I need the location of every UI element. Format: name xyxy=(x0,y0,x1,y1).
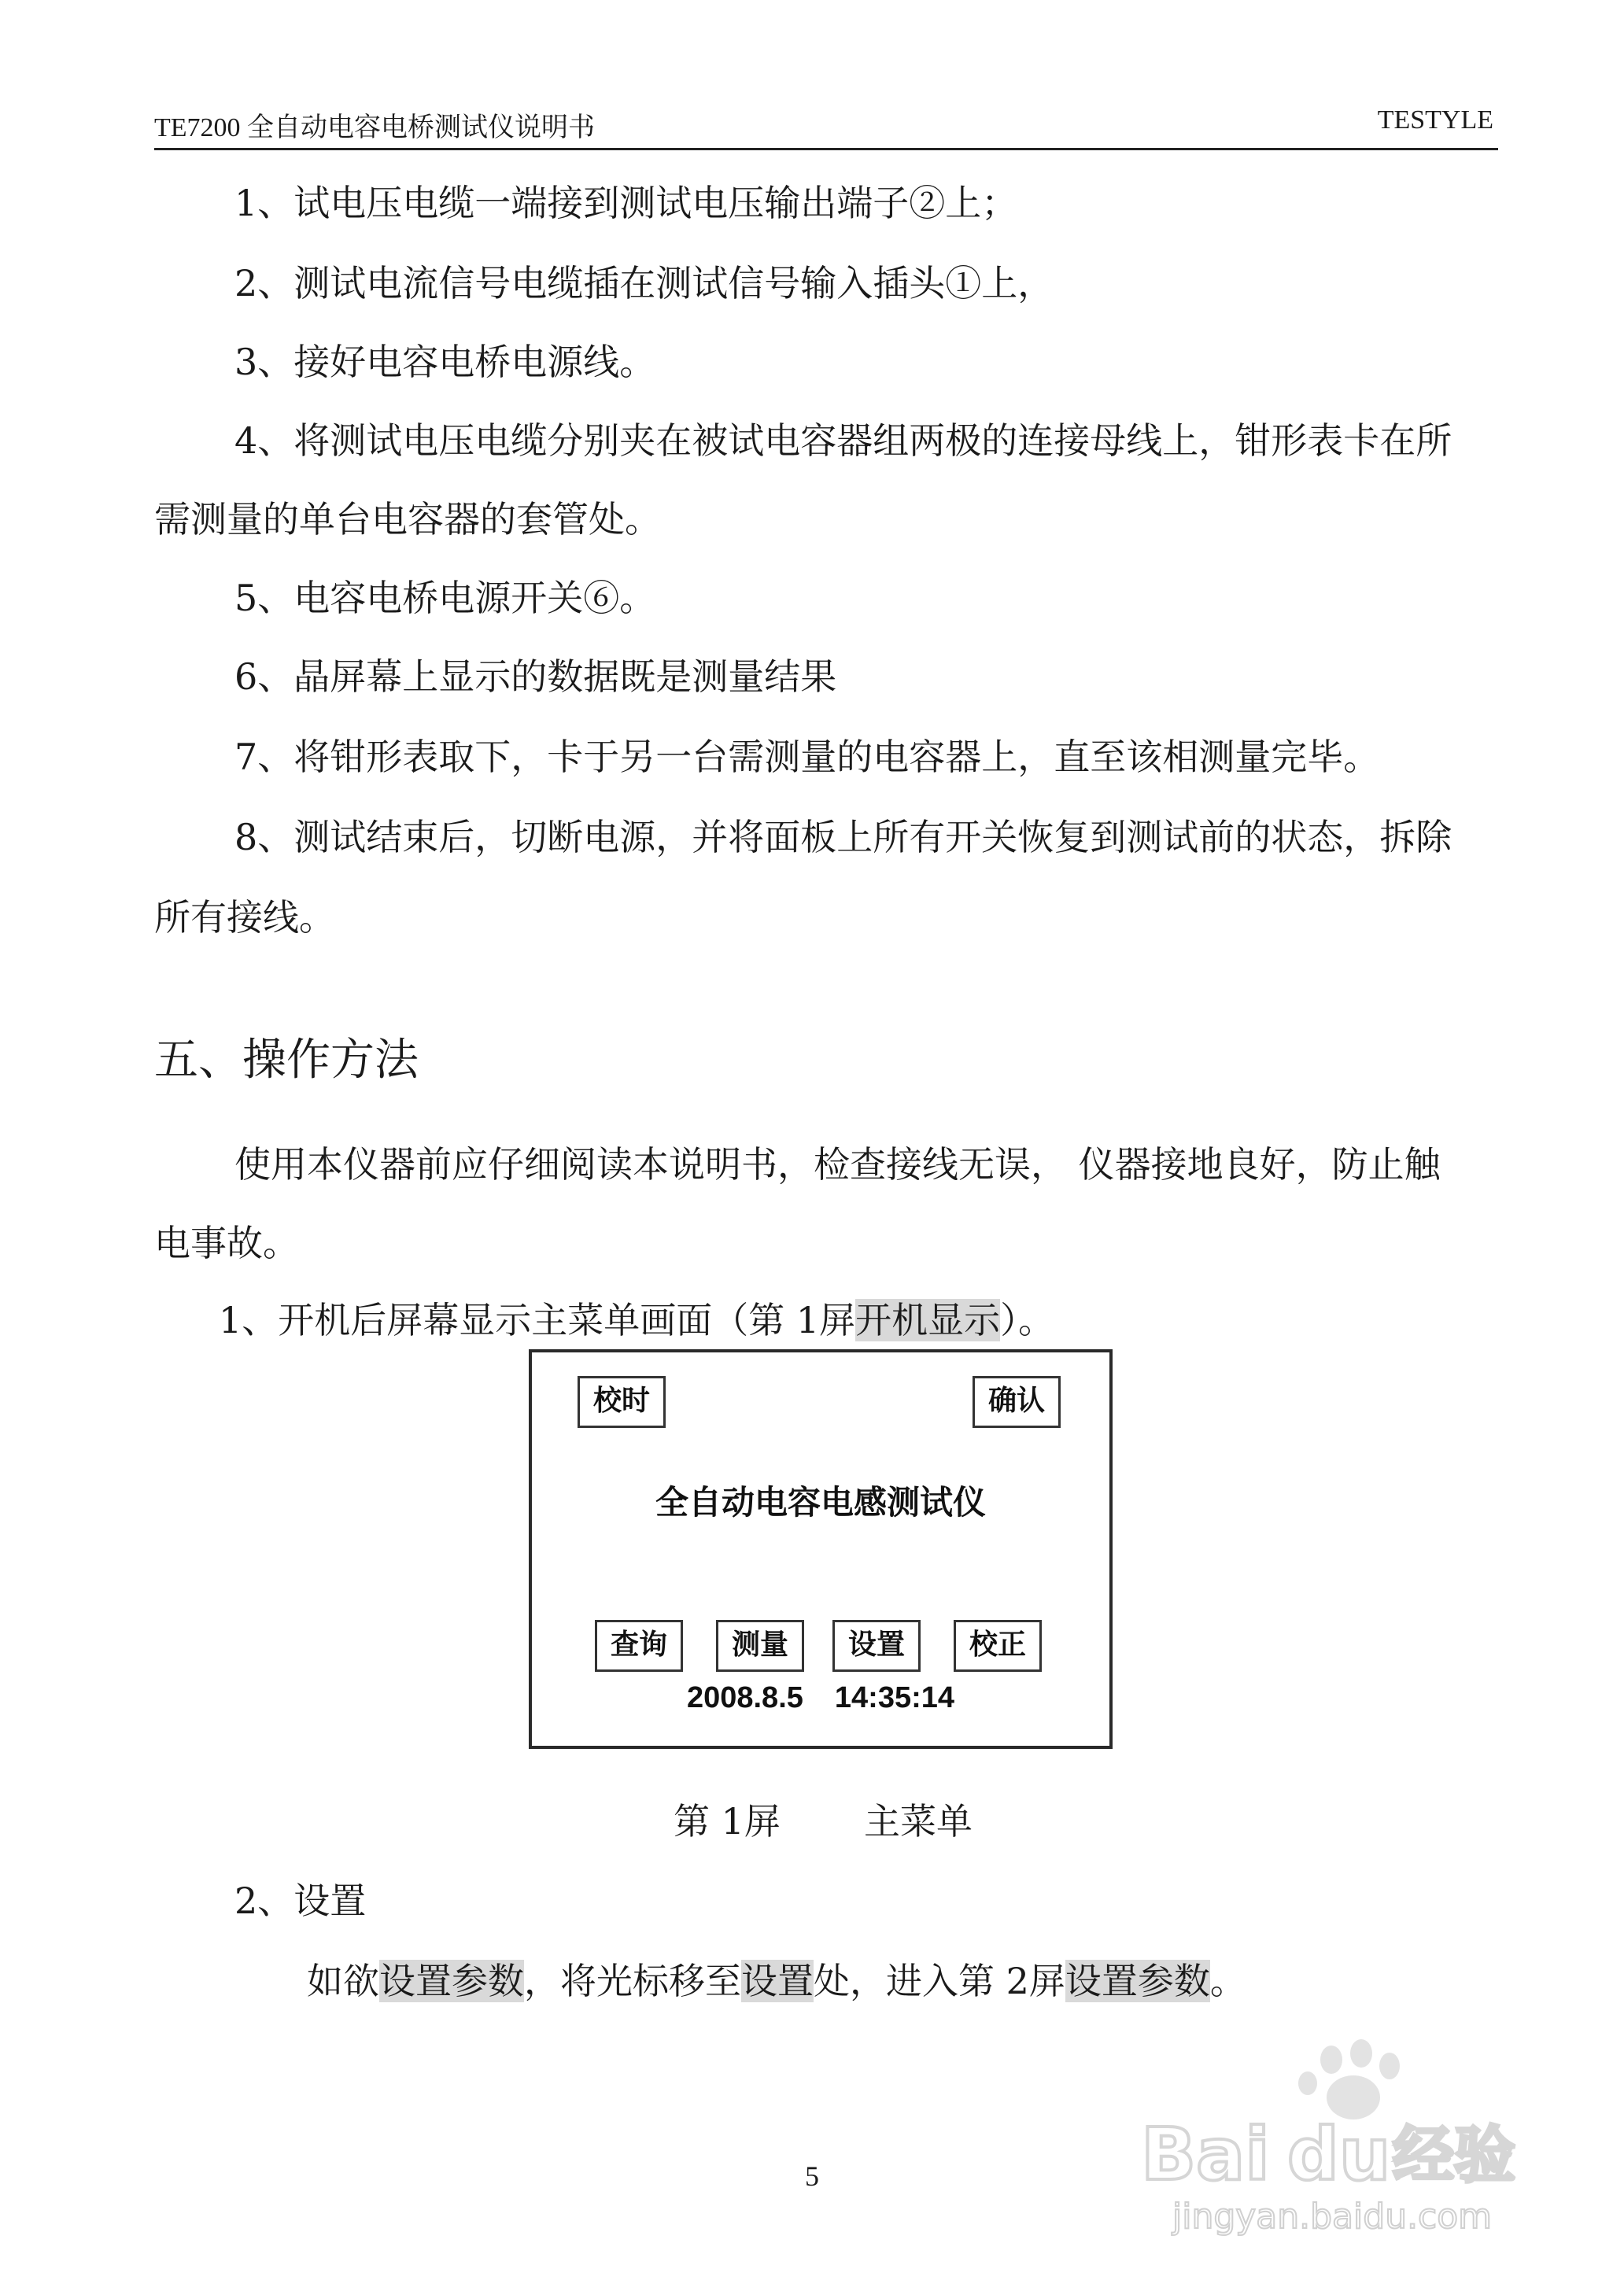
step-line-3: 3、接好电容电桥电源线。 xyxy=(234,341,656,383)
step-line-1: 1、试电压电缆一端接到测试电压输出端子②上； xyxy=(234,182,1018,224)
page-number: 5 xyxy=(805,2160,819,2192)
figure-caption-number: 第 1屏 xyxy=(674,1800,781,1843)
step-line-2: 2、测试电流信号电缆插在测试信号输入插头①上， xyxy=(234,262,1054,304)
intro-line-2: 电事故。 xyxy=(154,1222,299,1264)
step-line-5: 5、电容电桥电源开关⑥。 xyxy=(234,577,656,619)
step2-highlight-3: 设置参数 xyxy=(1065,1960,1210,2002)
query-button[interactable]: 查询 xyxy=(595,1620,683,1672)
baidu-watermark xyxy=(1133,2022,1542,2258)
paw-icon xyxy=(1298,2039,1400,2119)
watermark-url: jingyan.baidu.com xyxy=(1172,2197,1493,2237)
confirm-button[interactable]: 确认 xyxy=(973,1376,1061,1428)
watermark-brand: Bai xyxy=(1141,2112,1270,2197)
step2-part-4: 。 xyxy=(1209,1960,1246,2002)
step-line-8: 8、测试结束后，切断电源，并将面板上所有开关恢复到测试前的状态，拆除 xyxy=(234,816,1452,858)
step2-title: 2、设置 xyxy=(234,1880,367,1922)
header-brand: TESTYLE xyxy=(1377,105,1493,135)
settings-button[interactable]: 设置 xyxy=(832,1620,921,1672)
screen-datetime xyxy=(532,1681,1109,1715)
step1-highlight: 开机显示 xyxy=(855,1299,1001,1341)
screen-title: 全自动电容电感测试仪 xyxy=(655,1483,986,1522)
watermark-brand-2: du xyxy=(1287,2112,1391,2197)
step2-part-2: ，将光标移至 xyxy=(524,1960,741,2002)
calibrate-time-button[interactable]: 校时 xyxy=(578,1376,666,1428)
measure-button[interactable]: 测量 xyxy=(716,1620,804,1672)
step2-part-3: 处，进入第 2屏 xyxy=(814,1960,1065,2002)
section-heading: 五、操作方法 xyxy=(154,1035,419,1086)
step1-prefix: 1、开机后屏幕显示主菜单画面（第 1屏 xyxy=(219,1299,856,1341)
screen-time: 14:35:14 xyxy=(834,1681,955,1714)
intro-line-1: 使用本仪器前应仔细阅读本说明书，检查接线无误， 仪器接地良好，防止触 xyxy=(234,1143,1441,1186)
step2-part-1: 如欲 xyxy=(307,1960,379,2002)
watermark-cn: 经验 xyxy=(1393,2120,1516,2191)
step-line-4-cont: 需测量的单台电容器的套管处。 xyxy=(154,498,661,540)
step2-text xyxy=(307,1957,1246,2005)
step1-suffix: ）。 xyxy=(1000,1299,1055,1341)
step-line-8-cont: 所有接线。 xyxy=(154,896,335,939)
figure-caption-name: 主菜单 xyxy=(864,1800,973,1843)
step-line-6: 6、晶屏幕上显示的数据既是测量结果 xyxy=(234,655,837,698)
step2-highlight-1: 设置参数 xyxy=(379,1960,524,2002)
step2-highlight-2: 设置 xyxy=(741,1960,814,2002)
page-header xyxy=(154,101,1498,150)
calibrate-button[interactable]: 校正 xyxy=(954,1620,1042,1672)
header-doc-title: TE7200 全自动电容电桥测试仪说明书 xyxy=(154,113,596,142)
step-line-7: 7、将钳形表取下，卡于另一台需测量的电容器上，直至该相测量完毕。 xyxy=(234,736,1380,778)
screen-date: 2008.8.5 xyxy=(686,1681,803,1714)
step1-line xyxy=(219,1297,1054,1344)
main-menu-screen xyxy=(529,1349,1113,1749)
step-line-4: 4、将测试电压电缆分别夹在被试电容器组两极的连接母线上，钳形表卡在所 xyxy=(234,419,1452,462)
